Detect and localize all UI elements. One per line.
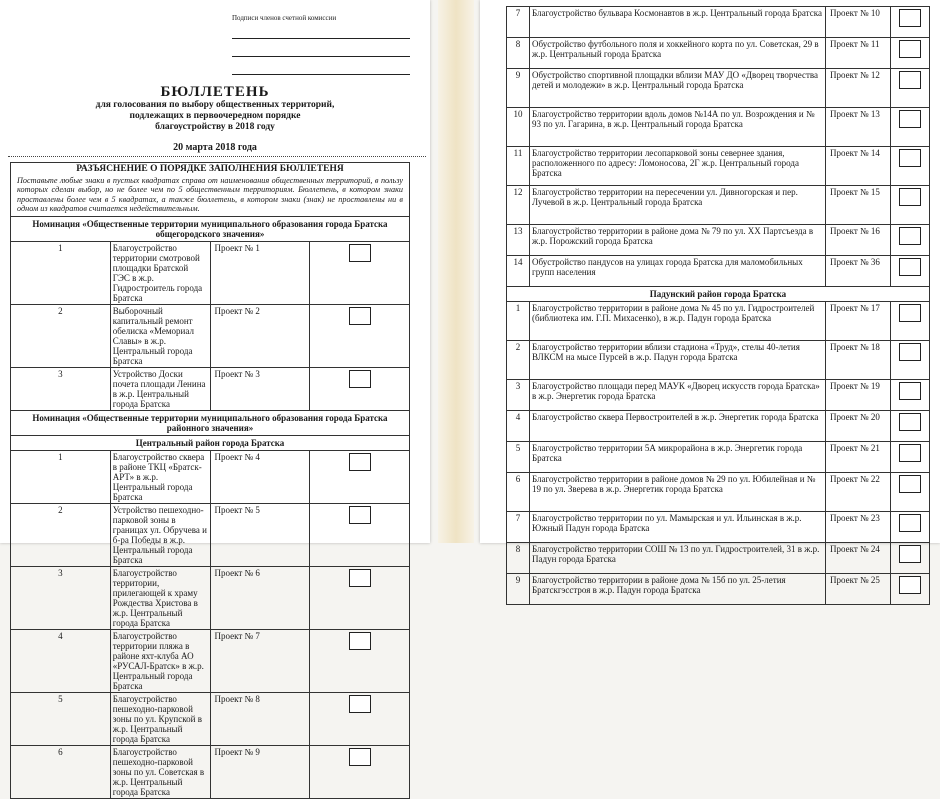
ballot-row xyxy=(11,241,410,304)
item-description: Благоустройство территории в районе дома № 15б по ул. 25-летия Братскгэсстроя в ж.р. Падун города Братска xyxy=(530,574,826,605)
ballot-row xyxy=(507,225,930,256)
item-description: Обустройство футбольного поля и хоккейного корта по ул. Советская, 29 в ж.р. Центральный города Братска xyxy=(530,38,826,69)
ballot-row xyxy=(507,341,930,380)
vote-checkbox[interactable] xyxy=(899,227,921,245)
vote-checkbox[interactable] xyxy=(899,71,921,89)
item-number: 9 xyxy=(507,574,530,605)
item-description: Благоустройство пешеходно-парковой зоны по ул. Советская в ж.р. Центральный города Братска xyxy=(110,745,210,798)
item-description: Устройство Доски почета площади Ленина в ж.р. Центральный города Братска xyxy=(110,367,210,410)
item-description: Благоустройство территории в районе дома № 79 по ул. XX Партсъезда в ж.р. Порожский города Братска xyxy=(530,225,826,256)
explanation-box xyxy=(11,163,410,217)
item-number: 3 xyxy=(11,566,111,629)
vote-checkbox[interactable] xyxy=(349,453,371,471)
ballot-row xyxy=(507,512,930,543)
district-header: Падунский район города Братска xyxy=(507,287,930,302)
item-number: 11 xyxy=(507,147,530,186)
project-label: Проект № 6 xyxy=(210,566,310,629)
item-description: Обустройство пандусов на улицах города Братска для маломобильных групп населения xyxy=(530,256,826,287)
vote-checkbox[interactable] xyxy=(899,413,921,431)
item-number: 2 xyxy=(507,341,530,380)
vote-checkbox[interactable] xyxy=(349,506,371,524)
ballot-row xyxy=(507,380,930,411)
item-description: Благоустройство территории смотровой площадки Братской ГЭС в ж.р. Гидростроитель города Братска xyxy=(110,241,210,304)
item-number: 6 xyxy=(507,473,530,512)
ballot-row xyxy=(507,108,930,147)
ballot-row xyxy=(11,629,410,692)
ballot-row xyxy=(507,543,930,574)
item-number: 13 xyxy=(507,225,530,256)
item-description: Благоустройство территории по ул. Мамырская и ул. Ильинская в ж.р. Южный Падун города Братска xyxy=(530,512,826,543)
ballot-row xyxy=(507,302,930,341)
vote-checkbox[interactable] xyxy=(899,110,921,128)
vote-checkbox[interactable] xyxy=(899,475,921,493)
ballot-date: 20 марта 2018 года xyxy=(173,142,257,153)
project-label: Проект № 1 xyxy=(210,241,310,304)
item-number: 1 xyxy=(11,450,111,503)
project-label: Проект № 17 xyxy=(826,302,891,341)
ballot-page-right xyxy=(480,0,940,595)
item-description: Благоустройство сквера в районе ТКЦ «Братск-АРТ» в ж.р. Центральный города Братска xyxy=(110,450,210,503)
item-number: 7 xyxy=(507,512,530,543)
item-description: Благоустройство пешеходно-парковой зоны по ул. Крупской в ж.р. Центральный города Братска xyxy=(110,692,210,745)
vote-checkbox[interactable] xyxy=(899,40,921,58)
item-number: 5 xyxy=(11,692,111,745)
divider xyxy=(8,156,426,157)
project-label: Проект № 3 xyxy=(210,367,310,410)
ballot-subtitle-line: для голосования по выбору общественных территорий, xyxy=(95,100,335,110)
item-description: Выборочный капитальный ремонт обелиска «Мемориал Славы» в ж.р. Центральный города Братска xyxy=(110,304,210,367)
item-number: 4 xyxy=(507,411,530,442)
project-label: Проект № 14 xyxy=(826,147,891,186)
district-header: Центральный район города Братска xyxy=(11,435,410,450)
ballot-row xyxy=(507,574,930,605)
signatures-label: Подписи членов счетной комиссии xyxy=(232,14,337,22)
project-label: Проект № 11 xyxy=(826,38,891,69)
item-number: 10 xyxy=(507,108,530,147)
explanation-text: Поставьте любые знаки в пустых квадратах справа от наименования общественных территорий, в пользу которых сделан выбор, но не более чем по 5 общественным территориям. Бюллетень, в котором знаки проставлены более чем в 5 квадратах, а также бюллетень, в котором знаки (знак) не проставлены ни в одном из квадратов считается недействительным. xyxy=(17,175,403,213)
project-label: Проект № 16 xyxy=(826,225,891,256)
project-label: Проект № 19 xyxy=(826,380,891,411)
vote-checkbox[interactable] xyxy=(899,514,921,532)
vote-checkbox[interactable] xyxy=(349,244,371,262)
project-label: Проект № 36 xyxy=(826,256,891,287)
vote-checkbox[interactable] xyxy=(899,343,921,361)
item-number: 3 xyxy=(11,367,111,410)
item-description: Устройство пешеходно-парковой зоны в границах ул. Обручева и б-ра Победы в ж.р. Центральный города Братска xyxy=(110,503,210,566)
item-number: 6 xyxy=(11,745,111,798)
item-description: Благоустройство площади перед МАУК «Дворец искусств города Братска» в ж.р. Энергетик города Братска xyxy=(530,380,826,411)
item-description: Благоустройство территории 5А микрорайона в ж.р. Энергетик города Братска xyxy=(530,442,826,473)
item-number: 8 xyxy=(507,543,530,574)
ballot-row xyxy=(507,411,930,442)
ballot-row xyxy=(507,7,930,38)
ballot-row xyxy=(507,442,930,473)
project-label: Проект № 8 xyxy=(210,692,310,745)
item-number: 3 xyxy=(507,380,530,411)
item-description: Обустройство спортивной площадки вблизи МАУ ДО «Дворец творчества детей и молодежи» в ж.р. Центральный города Братска xyxy=(530,69,826,108)
project-label: Проект № 18 xyxy=(826,341,891,380)
ballot-subtitle-line: благоустройству в 2018 году xyxy=(155,122,275,132)
item-description: Благоустройство сквера Первостроителей в ж.р. Энергетик города Братска xyxy=(530,411,826,442)
vote-checkbox[interactable] xyxy=(349,370,371,388)
signature-line xyxy=(232,74,410,75)
project-label: Проект № 20 xyxy=(826,411,891,442)
vote-checkbox[interactable] xyxy=(899,576,921,594)
nomination-header: Номинация «Общественные территории муниципального образования города Братска общегородского значения» xyxy=(11,216,410,241)
project-label: Проект № 4 xyxy=(210,450,310,503)
ballot-page-left xyxy=(0,0,430,797)
vote-checkbox[interactable] xyxy=(899,149,921,167)
vote-checkbox[interactable] xyxy=(899,9,921,27)
item-number: 4 xyxy=(11,629,111,692)
ballot-row xyxy=(11,692,410,745)
item-description: Благоустройство территории СОШ № 13 по ул. Гидростроителей, 31 в ж.р. Падун города Братска xyxy=(530,543,826,574)
ballot-row xyxy=(11,503,410,566)
ballot-table-left xyxy=(10,162,410,799)
ballot-row xyxy=(11,367,410,410)
item-description: Благоустройство территории пляжа в районе яхт-клуба АО «РУСАЛ-Братск» в ж.р. Центральный города Братска xyxy=(110,629,210,692)
item-number: 14 xyxy=(507,256,530,287)
vote-checkbox[interactable] xyxy=(349,307,371,325)
item-number: 2 xyxy=(11,304,111,367)
page-gap-decoration xyxy=(438,0,474,543)
project-label: Проект № 7 xyxy=(210,629,310,692)
ballot-title: БЮЛЛЕТЕНЬ xyxy=(160,84,270,100)
project-label: Проект № 25 xyxy=(826,574,891,605)
vote-checkbox[interactable] xyxy=(349,632,371,650)
project-label: Проект № 15 xyxy=(826,186,891,225)
ballot-table-right xyxy=(506,6,930,605)
vote-checkbox[interactable] xyxy=(349,748,371,766)
item-description: Благоустройство территории, прилегающей к храму Рождества Христова в ж.р. Центральный города Братска xyxy=(110,566,210,629)
ballot-row xyxy=(507,69,930,108)
item-description: Благоустройство территории вдоль домов №14А по ул. Возрождения и № 93 по ул. Гагарина, в ж.р. Центральный города Братска xyxy=(530,108,826,147)
vote-checkbox[interactable] xyxy=(899,444,921,462)
item-number: 7 xyxy=(507,7,530,38)
ballot-row xyxy=(507,147,930,186)
project-label: Проект № 21 xyxy=(826,442,891,473)
project-label: Проект № 5 xyxy=(210,503,310,566)
vote-checkbox[interactable] xyxy=(899,258,921,276)
vote-checkbox[interactable] xyxy=(899,304,921,322)
item-number: 12 xyxy=(507,186,530,225)
vote-checkbox[interactable] xyxy=(349,569,371,587)
vote-checkbox[interactable] xyxy=(899,545,921,563)
vote-checkbox[interactable] xyxy=(899,382,921,400)
item-description: Благоустройство территории на пересечении ул. Дивногорская и пер. Лучевой в ж.р. Центральный города Братска xyxy=(530,186,826,225)
item-description: Благоустройство территории лесопарковой зоны севернее здания, расположенного по адресу: Ломоносова, 2Г ж.р. Центральный города Братска xyxy=(530,147,826,186)
nomination-header: Номинация «Общественные территории муниципального образования города Братска районного значения» xyxy=(11,410,410,435)
item-description: Благоустройство территории в районе домов № 29 по ул. Юбилейная и № 19 по ул. Зверева в ж.р. Энергетик города Братска xyxy=(530,473,826,512)
item-number: 1 xyxy=(507,302,530,341)
project-label: Проект № 24 xyxy=(826,543,891,574)
ballot-row xyxy=(507,256,930,287)
item-description: Благоустройство территории вблизи стадиона «Труд», стелы 40-летия ВЛКСМ на мысе Пурсей в ж.р. Падун города Братска xyxy=(530,341,826,380)
ballot-row xyxy=(507,38,930,69)
item-number: 2 xyxy=(11,503,111,566)
project-label: Проект № 10 xyxy=(826,7,891,38)
project-label: Проект № 13 xyxy=(826,108,891,147)
project-label: Проект № 2 xyxy=(210,304,310,367)
item-description: Благоустройство бульвара Космонавтов в ж.р. Центральный города Братска xyxy=(530,7,826,38)
project-label: Проект № 12 xyxy=(826,69,891,108)
project-label: Проект № 23 xyxy=(826,512,891,543)
ballot-row xyxy=(11,304,410,367)
ballot-row xyxy=(507,186,930,225)
ballot-row xyxy=(11,566,410,629)
signature-line xyxy=(232,38,410,39)
item-description: Благоустройство территории в районе дома № 45 по ул. Гидростроителей (библиотека им. Г.П. Михасенко), в ж.р. Падун города Братска xyxy=(530,302,826,341)
item-number: 1 xyxy=(11,241,111,304)
vote-checkbox[interactable] xyxy=(899,188,921,206)
project-label: Проект № 22 xyxy=(826,473,891,512)
project-label: Проект № 9 xyxy=(210,745,310,798)
ballot-row xyxy=(11,450,410,503)
item-number: 5 xyxy=(507,442,530,473)
item-number: 8 xyxy=(507,38,530,69)
ballot-subtitle-line: подлежащих в первоочередном порядке xyxy=(129,111,301,121)
ballot-row xyxy=(11,745,410,798)
item-number: 9 xyxy=(507,69,530,108)
vote-checkbox[interactable] xyxy=(349,695,371,713)
explanation-title: РАЗЪЯСНЕНИЕ О ПОРЯДКЕ ЗАПОЛНЕНИЯ БЮЛЛЕТЕНЯ xyxy=(76,164,344,174)
ballot-row xyxy=(507,473,930,512)
signature-line xyxy=(232,56,410,57)
